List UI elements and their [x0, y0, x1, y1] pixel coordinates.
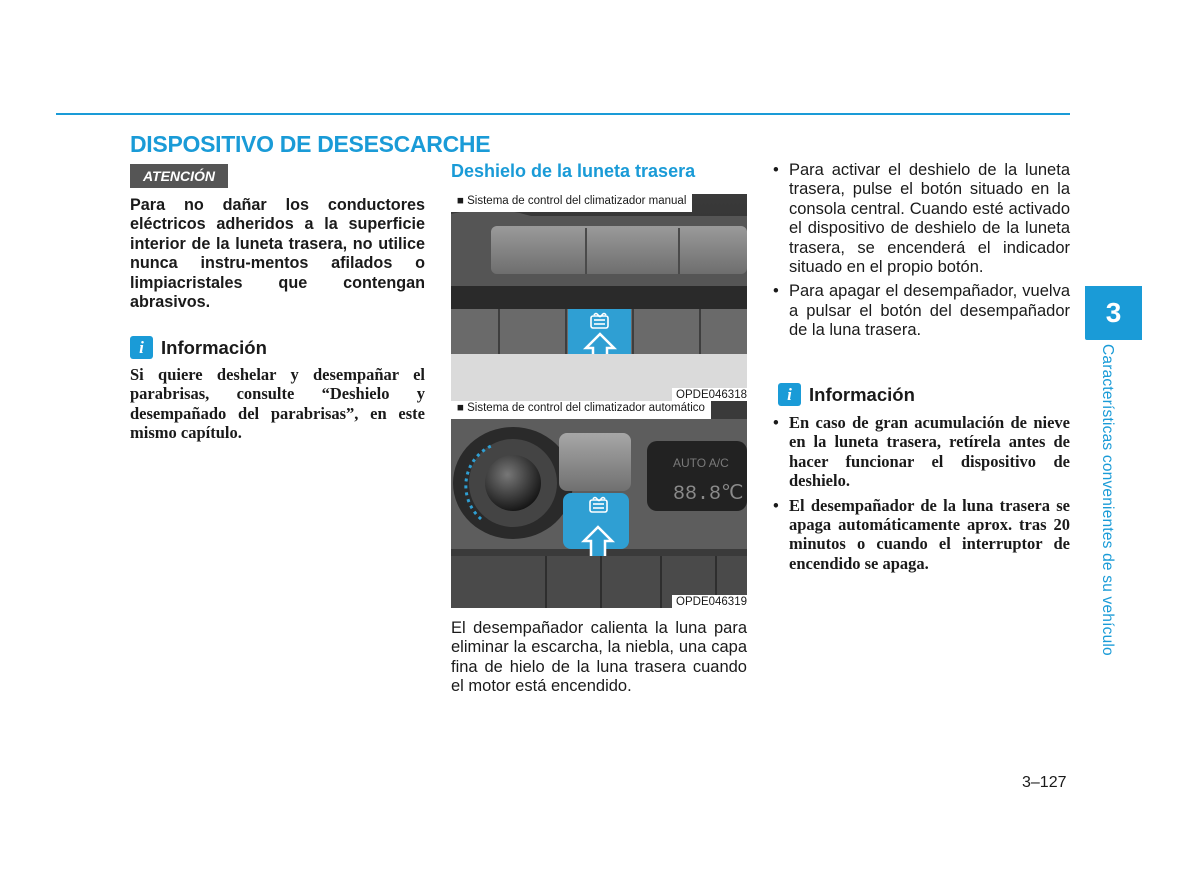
list-item: • En caso de gran acumulación de nieve en la luneta trasera, retírela antes de hacer funcionar el dispositivo de deshielo.: [773, 413, 1070, 491]
list-item: • El desempañador de la luna trasera se apaga automáticamente aprox. tras 20 minutos o cuando el interruptor de encendido se apaga.: [773, 496, 1070, 574]
activation-list: [773, 161, 1070, 346]
info-icon: i: [778, 383, 801, 406]
top-rule: [56, 113, 1070, 115]
figure-code-auto: OPDE046319: [672, 595, 747, 608]
figure-caption-manual: ■ Sistema de control del climatizador manual: [451, 194, 692, 212]
display-mode-text: AUTO A/C: [673, 456, 729, 470]
auto-control-illustration: [451, 401, 747, 608]
attention-text: Para no dañar los conductores eléctricos adheridos a la superficie interior de la luneta trasera, no utilice nunca instru-mentos afilados o limpiacristales que contengan abrasivos.: [130, 196, 425, 312]
chapter-number-tab: 3: [1085, 286, 1142, 340]
info-heading-left: [130, 336, 425, 359]
figure-auto-control: [451, 401, 747, 608]
attention-badge: ATENCIÓN: [130, 164, 228, 188]
info-text-left: Si quiere deshelar y desempañar el parabrisas, consulte “Deshielo y desempañado del parabrisas”, en este mismo capítulo.: [130, 365, 425, 443]
section-title: DISPOSITIVO DE DESESCARCHE: [130, 131, 491, 157]
figure-code-manual: OPDE046318: [672, 388, 747, 401]
info-title-right: Información: [809, 383, 915, 405]
info-list-right: [773, 413, 1070, 578]
display-temp-text: 88.8℃: [673, 483, 744, 506]
info-icon: i: [130, 336, 153, 359]
subsection-title: Deshielo de la luneta trasera: [451, 161, 696, 181]
list-item: • Para apagar el desempañador, vuelva a pulsar el botón del desempañador de la luna trasera.: [773, 282, 1070, 340]
info-heading-right: [778, 383, 1075, 406]
manual-control-illustration: [451, 194, 747, 401]
page-number: 3–127: [1022, 774, 1067, 791]
figure-caption-auto: ■ Sistema de control del climatizador automático: [451, 401, 711, 419]
chapter-title-vertical: [1098, 344, 1122, 674]
defroster-description: El desempañador calienta la luna para eliminar la escarcha, la niebla, una capa fina de hielo de la luna trasera cuando el motor está encendido.: [451, 619, 747, 696]
list-item: • Para activar el deshielo de la luneta trasera, pulse el botón situado en la consola central. Cuando esté activado el dispositivo de deshielo de la luneta trasera, se encenderá el indicador situado en el propio botón.: [773, 161, 1070, 277]
info-title-left: Información: [161, 336, 267, 358]
figure-manual-control: [451, 194, 747, 401]
chapter-title: Características convenientes de su vehículo: [1099, 344, 1116, 656]
